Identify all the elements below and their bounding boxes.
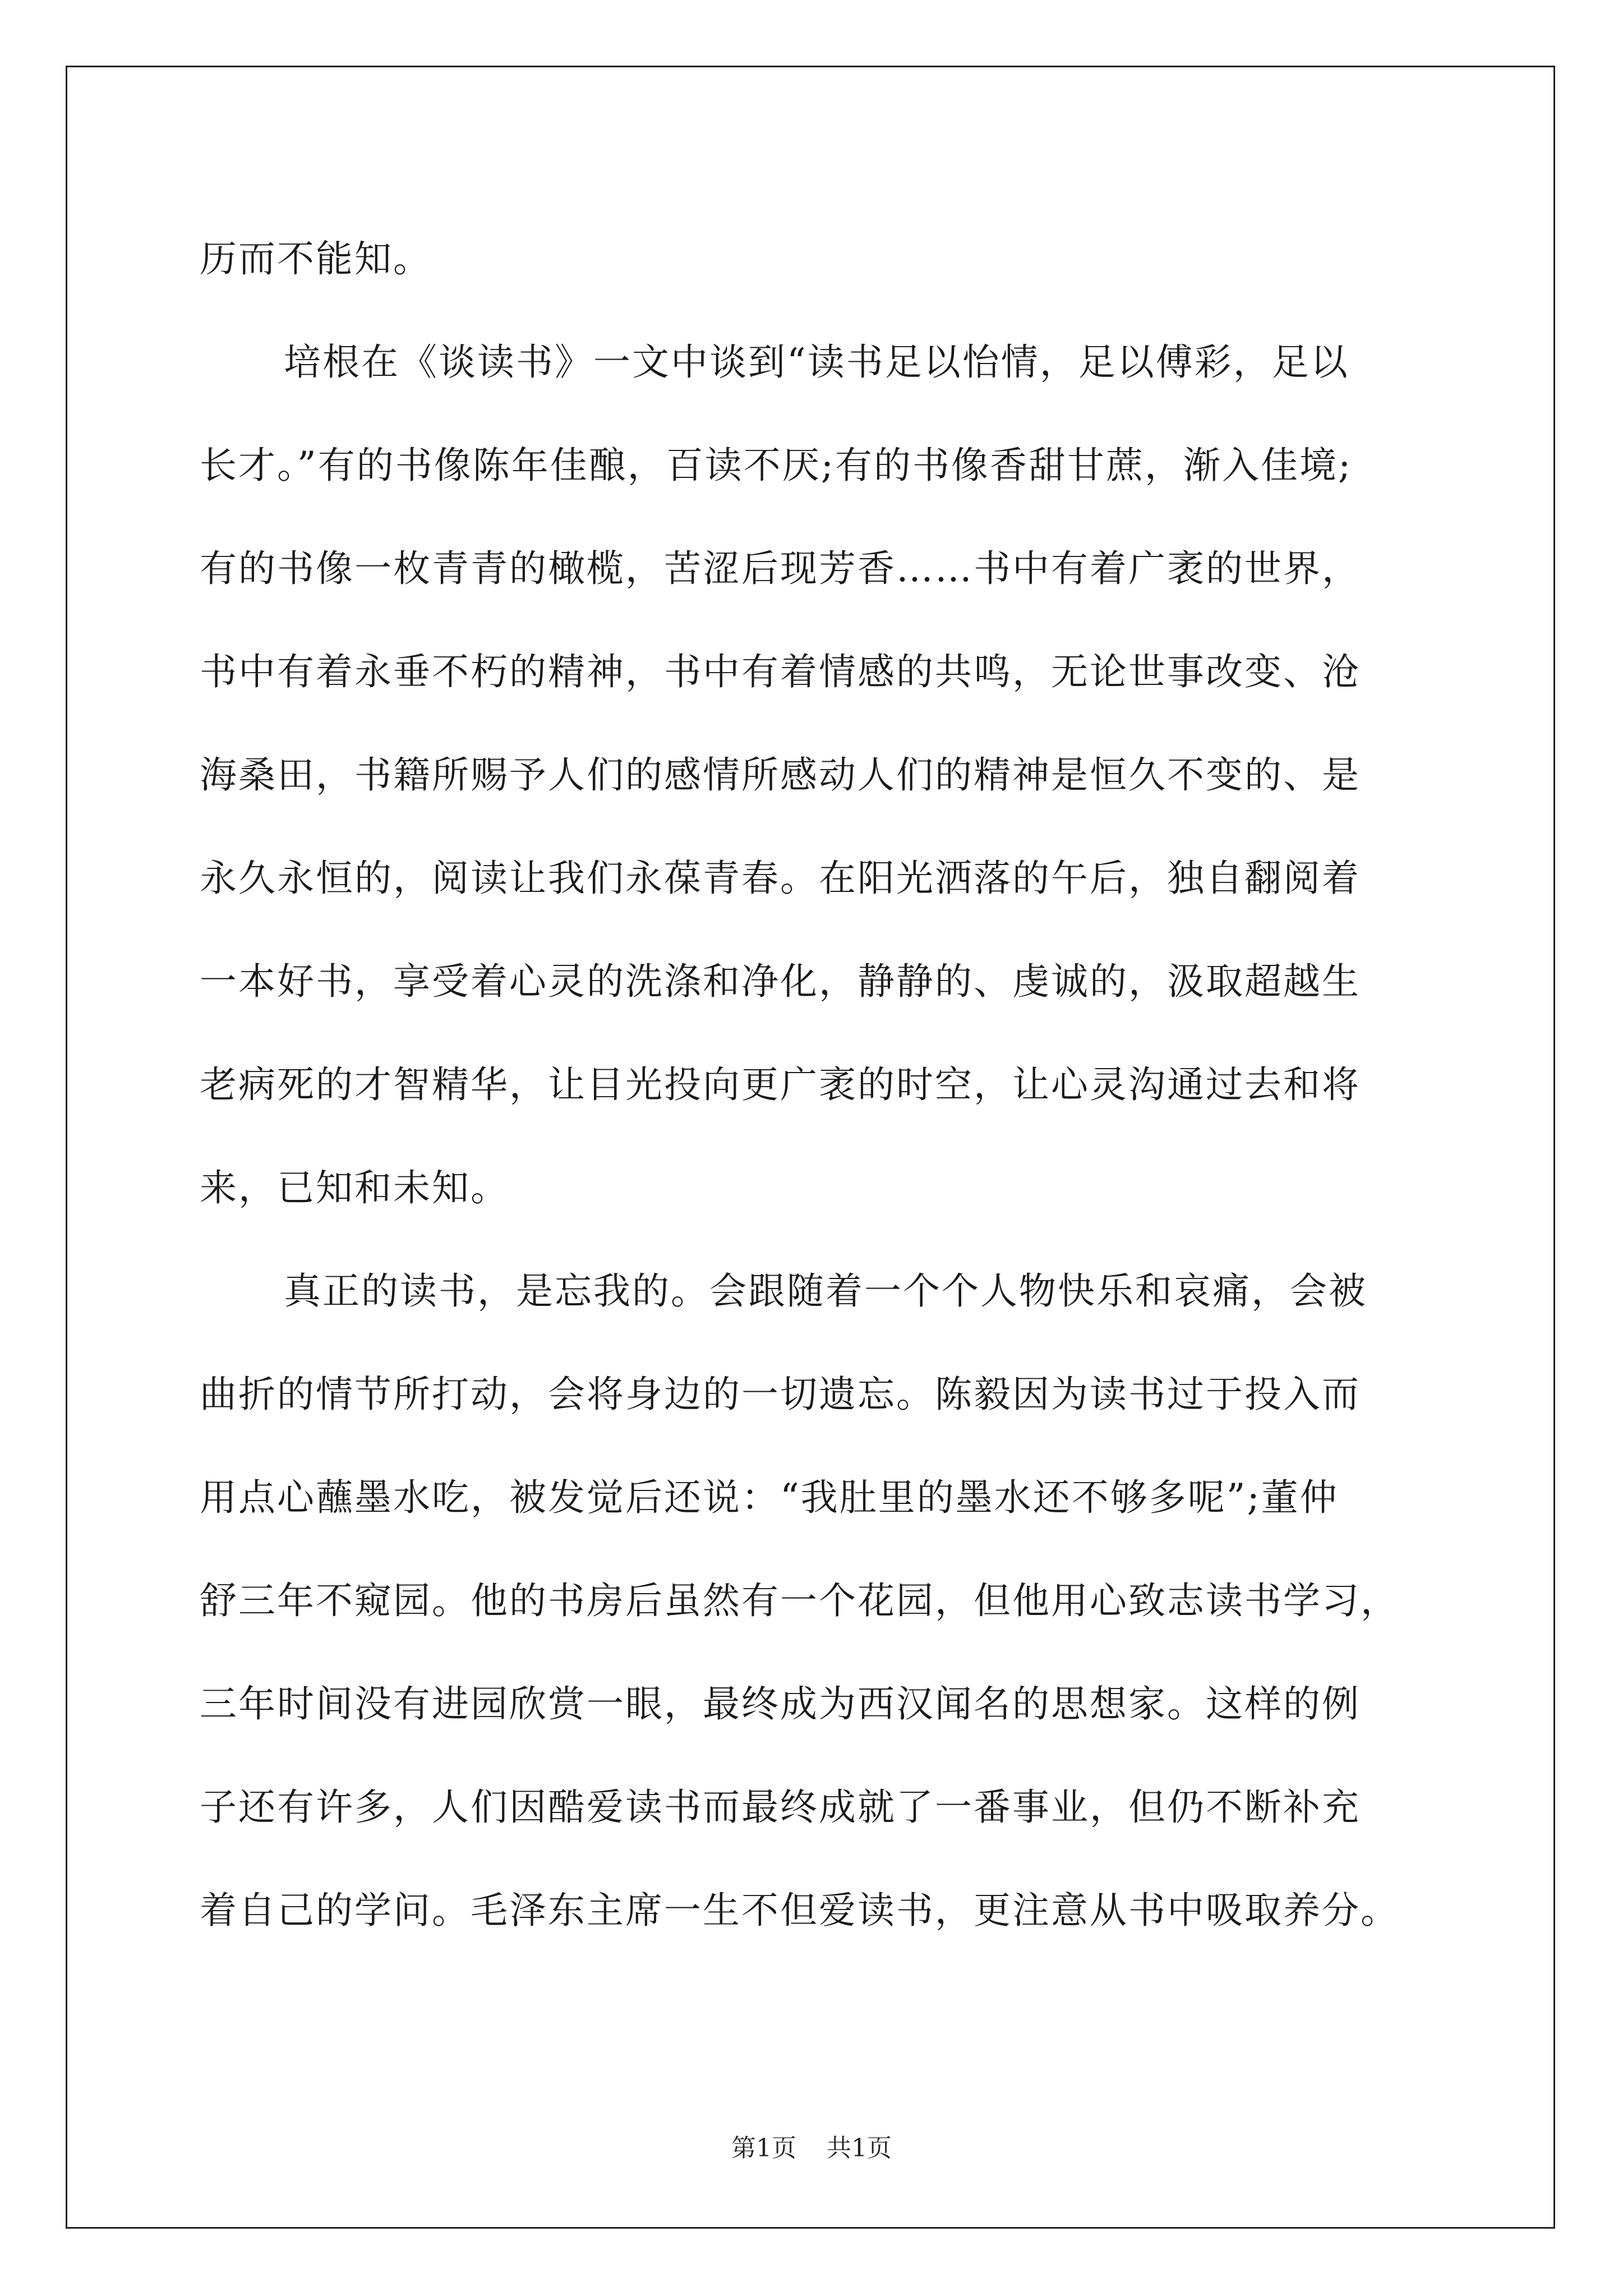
- text-line: 有的书像一枚青青的橄榄，苦涩后现芳香……书中有着广袤的世界，: [200, 547, 1361, 590]
- text-line: 曲折的情节所打动，会将身边的一切遗忘。陈毅因为读书过于投入而: [200, 1373, 1361, 1416]
- text-line: 真正的读书，是忘我的。会跟随着一个个人物快乐和哀痛，会被: [284, 1269, 1367, 1313]
- document-body: [200, 208, 1422, 2059]
- text-line: 着自己的学问。毛泽东主席一生不但爱读书，更注意从书中吸取养分。: [200, 1889, 1399, 1932]
- page-number: 第1页: [731, 2134, 796, 2162]
- text-line: 历而不能知。: [200, 237, 432, 280]
- text-line: 子还有许多，人们因酷爱读书而最终成就了一番事业，但仍不断补充: [200, 1786, 1361, 1829]
- text-line: 培根在《谈读书》一文中谈到“读书足以怡情，足以傅彩，足以: [284, 341, 1349, 384]
- text-line: 老病死的才智精华，让目光投向更广袤的时空，让心灵沟通过去和将: [200, 1063, 1361, 1106]
- text-line: 长才。”有的书像陈年佳酿，百读不厌;有的书像香甜甘蔗，渐入佳境;: [200, 444, 1353, 487]
- text-line: 海桑田，书籍所赐予人们的感情所感动人们的精神是恒久不变的、是: [200, 753, 1361, 797]
- text-line: 书中有着永垂不朽的精神，书中有着情感的共鸣，无论世事改变、沧: [200, 650, 1361, 693]
- text-line: 来，已知和未知。: [200, 1166, 509, 1209]
- text-line: 舒三年不窥园。他的书房后虽然有一个花园，但他用心致志读书学习，: [200, 1579, 1399, 1622]
- page-total: 共1页: [827, 2134, 892, 2162]
- text-line: 三年时间没有进园欣赏一眼，最终成为西汉闻名的思想家。这样的例: [200, 1682, 1361, 1726]
- page-footer: [0, 2132, 1623, 2165]
- text-line: 永久永恒的，阅读让我们永葆青春。在阳光洒落的午后，独自翻阅着: [200, 857, 1361, 900]
- text-line: 一本好书，享受着心灵的洗涤和净化，静静的、虔诚的，汲取超越生: [200, 960, 1361, 1003]
- text-line: 用点心蘸墨水吃，被发觉后还说：“我肚里的墨水还不够多呢”;董仲: [200, 1476, 1339, 1519]
